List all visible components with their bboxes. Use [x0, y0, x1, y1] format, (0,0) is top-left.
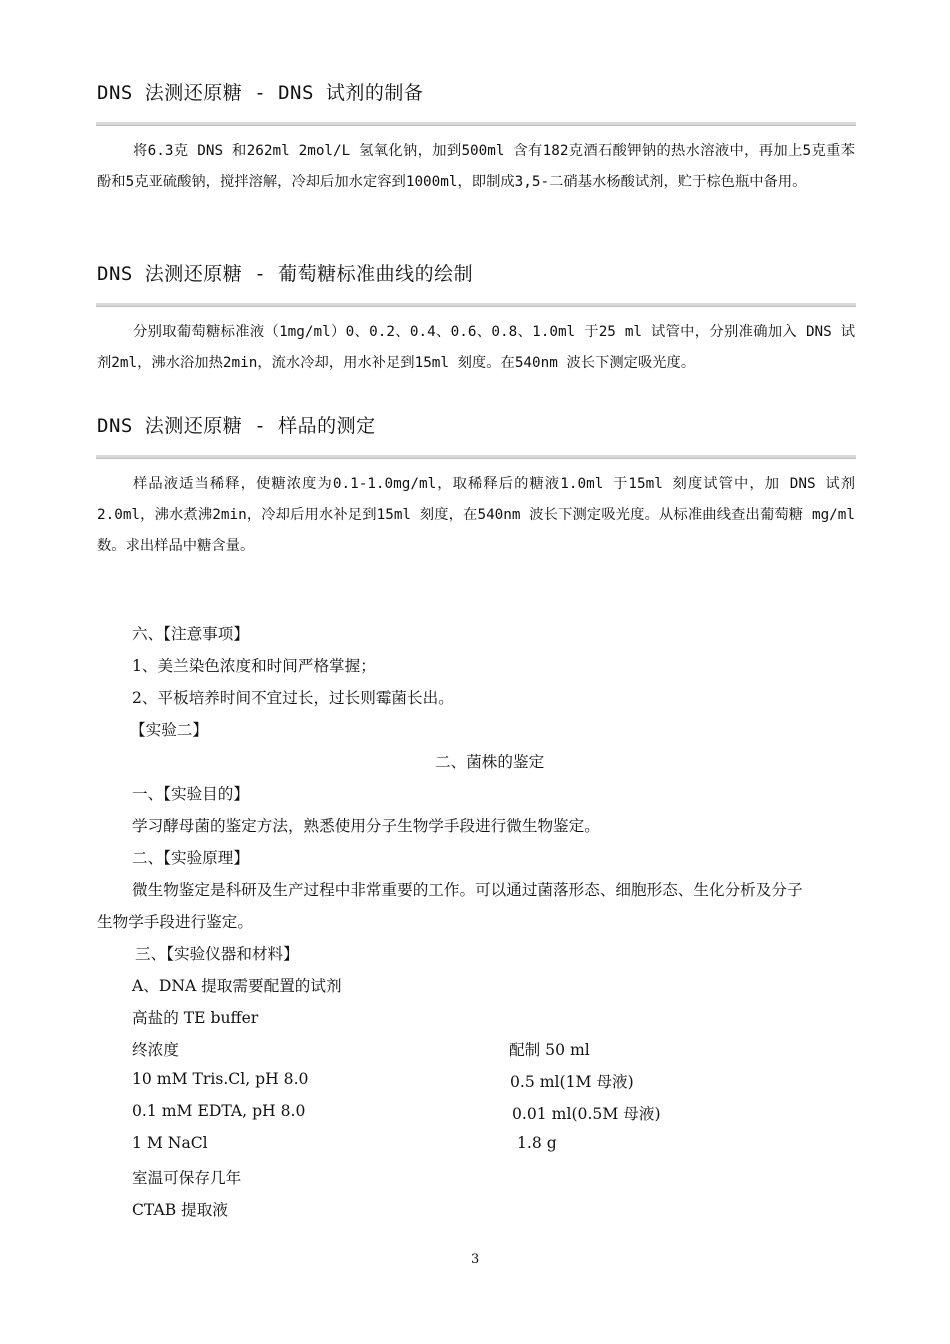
table-header-prep: 配制 50 ml [509, 1041, 590, 1059]
principle-heading: 二、【实验原理】 [132, 849, 249, 867]
experiment-title: 二、菌株的鉴定 [435, 753, 545, 771]
table-cell-left: 10 mM Tris.Cl, pH 8.0 [132, 1070, 309, 1088]
purpose-text: 学习酵母菌的鉴定方法，熟悉使用分子生物学手段进行微生物鉴定。 [132, 817, 600, 835]
materials-heading: 三、【实验仪器和材料】 [135, 945, 299, 963]
principle-text: 微生物鉴定是科研及生产过程中非常重要的工作。可以通过菌落形态、细胞形态、生化分析及分子 [132, 881, 803, 899]
notes-item: 1、美兰染色浓度和时间严格掌握； [132, 657, 376, 675]
table-cell-left: 0.1 mM EDTA, pH 8.0 [132, 1102, 306, 1120]
table-cell-right: 0.5 ml(1M 母液) [510, 1073, 634, 1091]
storage-note: 室温可保存几年 [132, 1169, 242, 1187]
reagent-a-heading: A、DNA 提取需要配置的试剂 [132, 977, 342, 995]
section-paragraph: 样品液适当稀释，使糖浓度为0.1-1.0mg/ml，取稀释后的糖液1.0ml 于15ml 刻度试管中，加 DNS 试剂2.0ml，沸水煮沸2min，冷却后用水补足到15ml 刻度，在540nm 波长下测定吸光度。从标准曲线查出葡萄糖 mg/ml 数。求出样品中糖含量。 [97, 476, 855, 554]
section-heading-glucose-standard: DNS 法测还原糖 - 葡萄糖标准曲线的绘制 [97, 263, 474, 285]
purpose-heading: 一、【实验目的】 [132, 785, 249, 803]
notes-heading: 六、【注意事项】 [132, 625, 249, 643]
principle-text: 生物学手段进行鉴定。 [97, 913, 253, 931]
ctab-label: CTAB 提取液 [132, 1201, 228, 1219]
section-heading-dns-reagent: DNS 法测还原糖 - DNS 试剂的制备 [97, 82, 424, 104]
section-divider [96, 303, 856, 307]
table-header-final-conc: 终浓度 [132, 1041, 179, 1059]
notes-item: 2、平板培养时间不宜过长，过长则霉菌长出。 [132, 689, 454, 707]
table-cell-right: 0.01 ml(0.5M 母液) [512, 1105, 661, 1123]
section-paragraph: 分别取葡萄糖标准液（1mg/ml）0、0.2、0.4、0.6、0.8、1.0ml 于25 ml 试管中，分别准确加入 DNS 试剂2ml，沸水浴加热2min，流水冷却，用水补足到15ml 刻度。在540nm 波长下测定吸光度。 [97, 324, 855, 371]
page-number: 3 [471, 1252, 480, 1267]
section-divider [96, 455, 856, 459]
experiment-label: 【实验二】 [130, 721, 208, 739]
section-paragraph: 将6.3克 DNS 和262ml 2mol/L 氢氧化钠，加到500ml 含有182克酒石酸钾钠的热水溶液中，再加上5克重苯酚和5克亚硫酸钠，搅拌溶解，冷却后加水定容到1000ml，即制成3,5-二硝基水杨酸试剂，贮于棕色瓶中备用。 [97, 143, 855, 190]
section-heading-sample-measure: DNS 法测还原糖 - 样品的测定 [97, 415, 376, 437]
table-cell-left: 1 M NaCl [132, 1134, 208, 1152]
section-divider [96, 122, 856, 126]
te-buffer-label: 高盐的 TE buffer [132, 1009, 259, 1027]
table-cell-right: 1.8 g [517, 1134, 557, 1152]
